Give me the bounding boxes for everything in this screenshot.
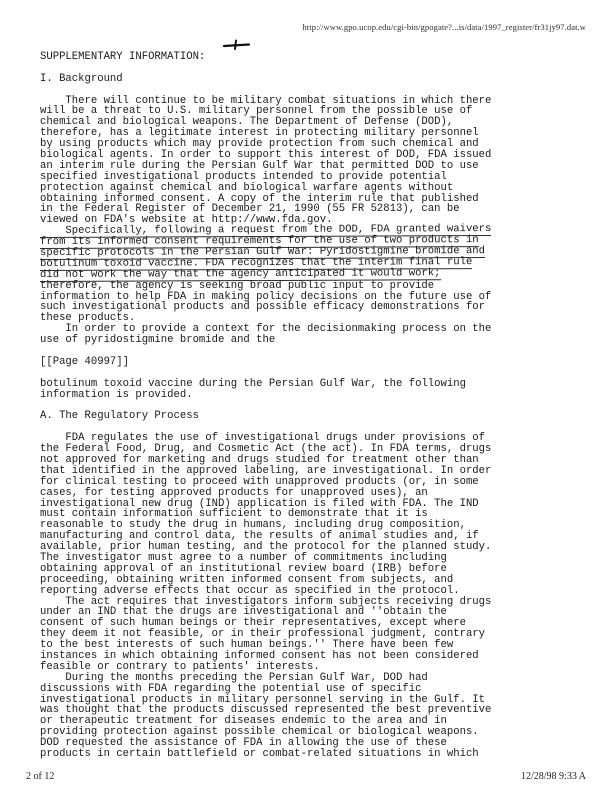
text-line: the Federal Food, Drug, and Cosmetic Act (the act). In FDA terms, drugs <box>40 443 492 456</box>
text-line: obtaining approval of an institutional review board (IRB) before <box>40 562 447 575</box>
text-line: There will continue to be military combat situations in which there <box>40 94 492 107</box>
text-line: [[Page 40997]] <box>40 355 130 368</box>
text-line: not approved for marketing and drugs studied for treatment other than <box>40 453 479 466</box>
pen-underlined-text: specific protocols in the Persian Gulf War: Pyridostigmine bromide and <box>40 245 486 260</box>
text-line: FDA regulates the use of investigational drugs under provisions of <box>40 432 486 445</box>
text-line: reporting adverse effects that occur as specified in the protocol. <box>40 584 460 597</box>
text-line: reasonable to study the drug in humans, including drug composition, <box>40 519 466 532</box>
text-line: manufacturing and control data, the results of animal studies and, if <box>40 530 479 543</box>
text-line: therefore, the agency is seeking broad public input to provide <box>40 279 435 292</box>
text-line: under an IND that the drugs are investigational and ''obtain the <box>40 606 447 619</box>
text-line: products in certain battlefield or combat-related situations in which <box>40 748 479 760</box>
text-line: proceeding, obtaining written informed consent from subjects, and <box>40 573 454 586</box>
text-line: will be a threat to U.S. military personnel from the possible use of <box>40 105 473 118</box>
text-line: must contain information sufficient to demonstrate that it is <box>40 508 428 521</box>
text-line <box>40 267 580 281</box>
text-line: During the months preceding the Persian Gulf War, DOD had <box>40 671 428 684</box>
text-line: discussions with FDA regarding the potential use of specific <box>40 682 422 695</box>
text-line: instances in which obtaining informed consent has not been considered <box>40 649 479 662</box>
text-line: information to help FDA in making policy decisions on the future use of <box>40 290 492 303</box>
text-line: A. The Regulatory Process <box>40 410 199 423</box>
text-line: In order to provide a context for the decisionmaking process on the <box>40 323 492 336</box>
text-line: in the Federal Register of December 21, 1990 (55 FR 52813), can be <box>40 203 460 216</box>
text-line: The act requires that investigators inform subjects receiving drugs <box>40 595 492 608</box>
text-line: The investigator must agree to a number of commitments including <box>40 551 447 564</box>
text-line: or therapeutic treatment for diseases endemic to the area and in <box>40 715 447 728</box>
pen-underlined-text: from its informed consent requirements for the use of two products in <box>40 234 479 249</box>
text-line: to the best interests of such human beings.'' There have been few <box>40 639 454 652</box>
text-line: chemical and biological weapons. The Department of Defense (DOD), <box>40 116 454 129</box>
text-line: information is provided. <box>40 388 193 401</box>
text-line: use of pyridostigmine bromide and the <box>40 334 276 347</box>
text-line: protection against chemical and biological warfare agents without <box>40 181 454 194</box>
pen-underlined-text: botulinum toxoid vaccine. FDA recognizes that the interim final rule <box>40 256 473 270</box>
text-line: I. Background <box>40 72 123 85</box>
print-header-url: http://www.gpo.ucop.edu/cgi-bin/gpogate?...is/data/1997_register/fr31jy97.dat.w <box>302 22 586 32</box>
text-line: available, prior human testing, and the protocol for the planned study. <box>40 541 492 554</box>
text-line: an interim rule during the Persian Gulf War that permitted DOD to use <box>40 159 479 172</box>
document-body <box>40 52 580 760</box>
text-line: these products. <box>40 312 136 325</box>
text-line: DOD requested the assistance of FDA in allowing the use of these <box>40 737 447 750</box>
text-line: was thought that the products discussed represented the best preventive <box>40 704 492 717</box>
text-line: by using products which may provide protection from such chemical and <box>40 138 479 151</box>
text-line: feasible or contrary to patients' interests. <box>40 660 320 673</box>
text-line: providing protection against possible chemical or biological weapons. <box>40 726 479 739</box>
text-line: viewed on FDA's website at http://www.fda.gov. <box>40 214 333 227</box>
text-line: specified investigational products intended to provide potential <box>40 170 447 183</box>
text-line: that identified in the approved labeling, are investigational. In order <box>40 464 492 477</box>
text-line: they deem it not feasible, or in their professional judgment, contrary <box>40 628 486 641</box>
print-footer-page-number: 2 of 12 <box>26 771 55 782</box>
text-line: therefore, has a legitimate interest in protecting military personnel <box>40 127 479 140</box>
text-line: for clinical testing to proceed with unapproved products (or, in some <box>40 475 479 488</box>
print-footer-timestamp: 12/28/98 9:33 A <box>520 771 586 782</box>
text-line <box>40 85 580 96</box>
ink-scribble-icon <box>222 38 252 50</box>
text-line: obtaining informed consent. A copy of the interim rule that published <box>40 192 479 205</box>
text-line: SUPPLEMENTARY INFORMATION: <box>40 51 206 63</box>
text-line: cases, for testing approved products for unapproved uses), an <box>40 486 428 499</box>
pen-underlined-text: Specifically, following a request from the DOD, FDA granted waivers <box>40 223 492 238</box>
text-line: biological agents. In order to support this interest of DOD, FDA issued <box>40 149 492 162</box>
text-line: investigational products in military personnel serving in the Gulf. It <box>40 693 486 706</box>
text-line: consent of such human beings or their representatives, except where <box>40 617 466 630</box>
text-line: such investigational products and possible efficacy demonstrations for <box>40 301 486 314</box>
text-line: botulinum toxoid vaccine during the Persian Gulf War, the following <box>40 377 466 390</box>
text-line: investigational new drug (IND) application is filed with FDA. The IND <box>40 497 479 510</box>
pen-underlined-text: did not work the way that the agency anticipated it would work; <box>40 267 441 281</box>
